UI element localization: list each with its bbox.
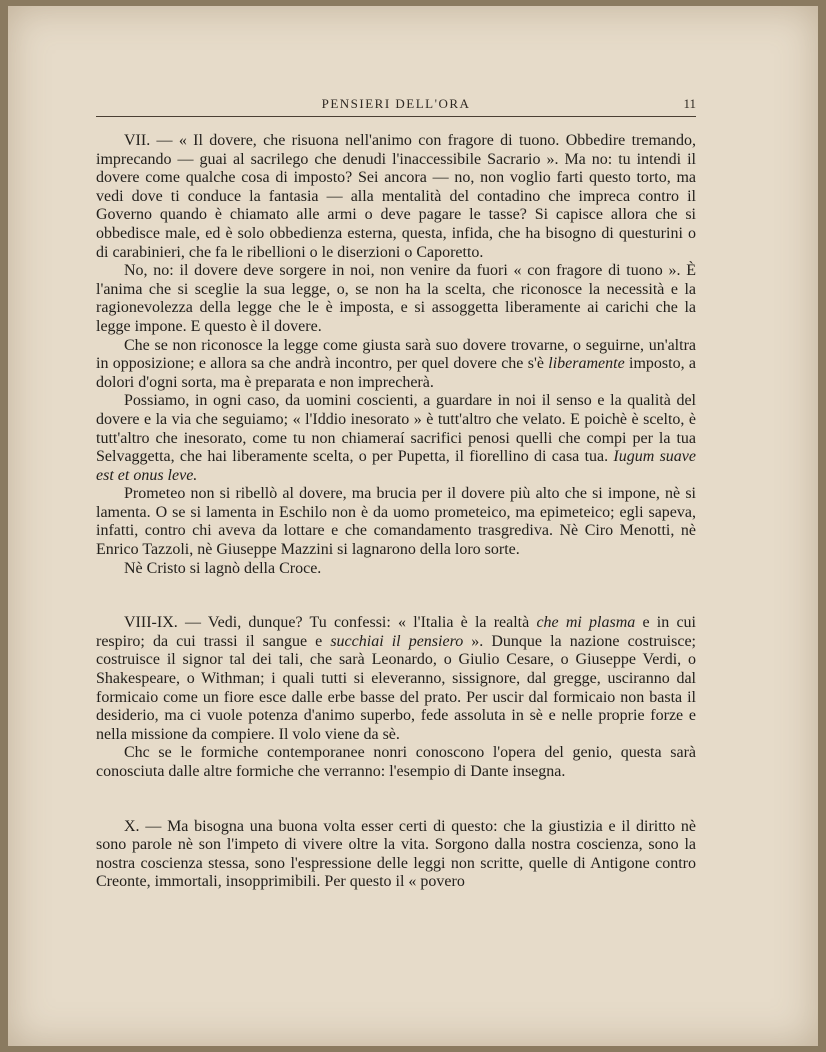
section xyxy=(96,132,696,578)
text-run: VIII-IX. — Vedi, dunque? Tu confessi: « l'Italia è la realtà xyxy=(124,614,537,632)
section xyxy=(96,818,696,892)
page-header xyxy=(96,92,696,117)
italic-text: liberamente xyxy=(548,355,625,373)
paragraph xyxy=(96,744,696,781)
text-run: VII. — « Il dovere, che risuona nell'animo con fragore di tuono. Obbedire tremando, imprecando — guai al sacrilego che denudi l'inaccessibile Sacrario ». Ma no: tu intendi il dovere come qualche cosa di imposto? Sei ancora — no, non voglio farti questo torto, ma vedi dove ti conduce la fantasia — alla mentalità del contadino che impreca contro il Governo quando è chiamato alle armi o deve pagare le tasse? Si capisce allora che si obbedisce male, ed è solo obbedienza esterna, questa, infida, che ha bisogno di questurini o di carabinieri, che fa le ribellioni o le diserzioni o Caporetto. xyxy=(96,132,696,261)
paragraph xyxy=(96,485,696,559)
paragraph xyxy=(96,614,696,744)
paragraph xyxy=(96,132,696,262)
paragraph xyxy=(96,560,696,579)
text-run: Che se non riconosce la legge come giusta sarà suo dovere trovarne, o seguirne, un'altra in opposizione; e allora sa che andrà incontro, per quel dovere che s'è xyxy=(96,336,696,373)
paragraph xyxy=(96,818,696,892)
italic-text: Iugum suave est et onus leve. xyxy=(96,448,697,484)
page-number: 11 xyxy=(683,96,696,111)
book-page xyxy=(8,6,818,1046)
italic-text: succhiai il pensiero xyxy=(330,632,464,650)
text-run: Possiamo, in ogni caso, da uomini coscienti, a guardare in noi il senso e la qualità del dovere e la via che seguiamo; « l'Iddio inesorato » è tutt'altro che velato. E poichè è scelto, è tutt'altro che inesorato, come tu non chiameraí sacrifici penosi quelli che compi per la tua Selvaggetta, che hai liberamente scelta, o per Pupetta, il fiorellino di casa tua. xyxy=(96,392,696,466)
text-run: imposto, a dolori d'ogni sorta, ma è preparata e non imprecherà. xyxy=(96,355,696,391)
text-run: No, no: il dovere deve sorgere in noi, non venire da fuori « con fragore di tuono ». È l'anima che si sceglie la sua legge, o, se non ha la scelta, che riconosce la necessità e la ragionevolezza della legge che le è imposta, e si assoggetta liberamente ai carichi che la legge impone. E questo è il dovere. xyxy=(96,262,696,335)
paragraph xyxy=(96,392,696,485)
section xyxy=(96,614,696,781)
running-title: PENSIERI DELL'ORA xyxy=(321,96,471,111)
paragraph xyxy=(96,337,696,393)
paragraph xyxy=(96,262,696,336)
text-run: Prometeo non si ribellò al dovere, ma brucia per il dovere più alto che si impone, nè si lamenta. O se si lamenta in Eschilo non è da uomo prometeico, ma epimeteico; egli sapeva, infatti, contro chi aveva da lottare e che comandamento trasgrediva. Nè Ciro Menotti, nè Enrico Tazzoli, nè Giuseppe Mazzini si lagnarono della loro sorte. xyxy=(96,485,696,559)
text-run: ». Dunque la nazione costruisce; costruisce il signor tal dei tali, che sarà Leonardo, o Giulio Cesare, o Giuseppe Verdi, o Shakespeare, o Withman; i quali tutti si eleveranno, sissignore, dal gregge, usciranno dal formicaio come un fiore esce dalle erbe basse del prato. Per uscir dal formicaio non basta il desiderio, ma ci vuole potenza d'animo superbo, fede assoluta in sè e nelle proprie forze e nella missione da compiere. Il volo viene da sè. xyxy=(96,632,697,743)
text-run: Chc se le formiche contemporanee nonri conoscono l'opera del genio, questa sarà conosciuta dalle altre formiche che verranno: l'esempio di Dante insegna. xyxy=(96,744,696,780)
text-run: Nè Cristo si lagnò della Croce. xyxy=(124,559,322,577)
italic-text: che mi plasma xyxy=(536,614,636,632)
body-text xyxy=(96,132,696,892)
text-run: e in cui respiro; da cui trassi il sangue e xyxy=(96,614,696,650)
text-run: X. — Ma bisogna una buona volta esser certi di questo: che la giustizia e il diritto nè sono parole nè son l'impeto di vivere oltre la vita. Sorgono dalla nostra coscienza, sono la nostra coscienza stessa, sono l'espressione delle leggi non scritte, quelle di Antigone contro Creonte, immortali, insopprimibili. Per questo il « povero xyxy=(96,817,696,891)
